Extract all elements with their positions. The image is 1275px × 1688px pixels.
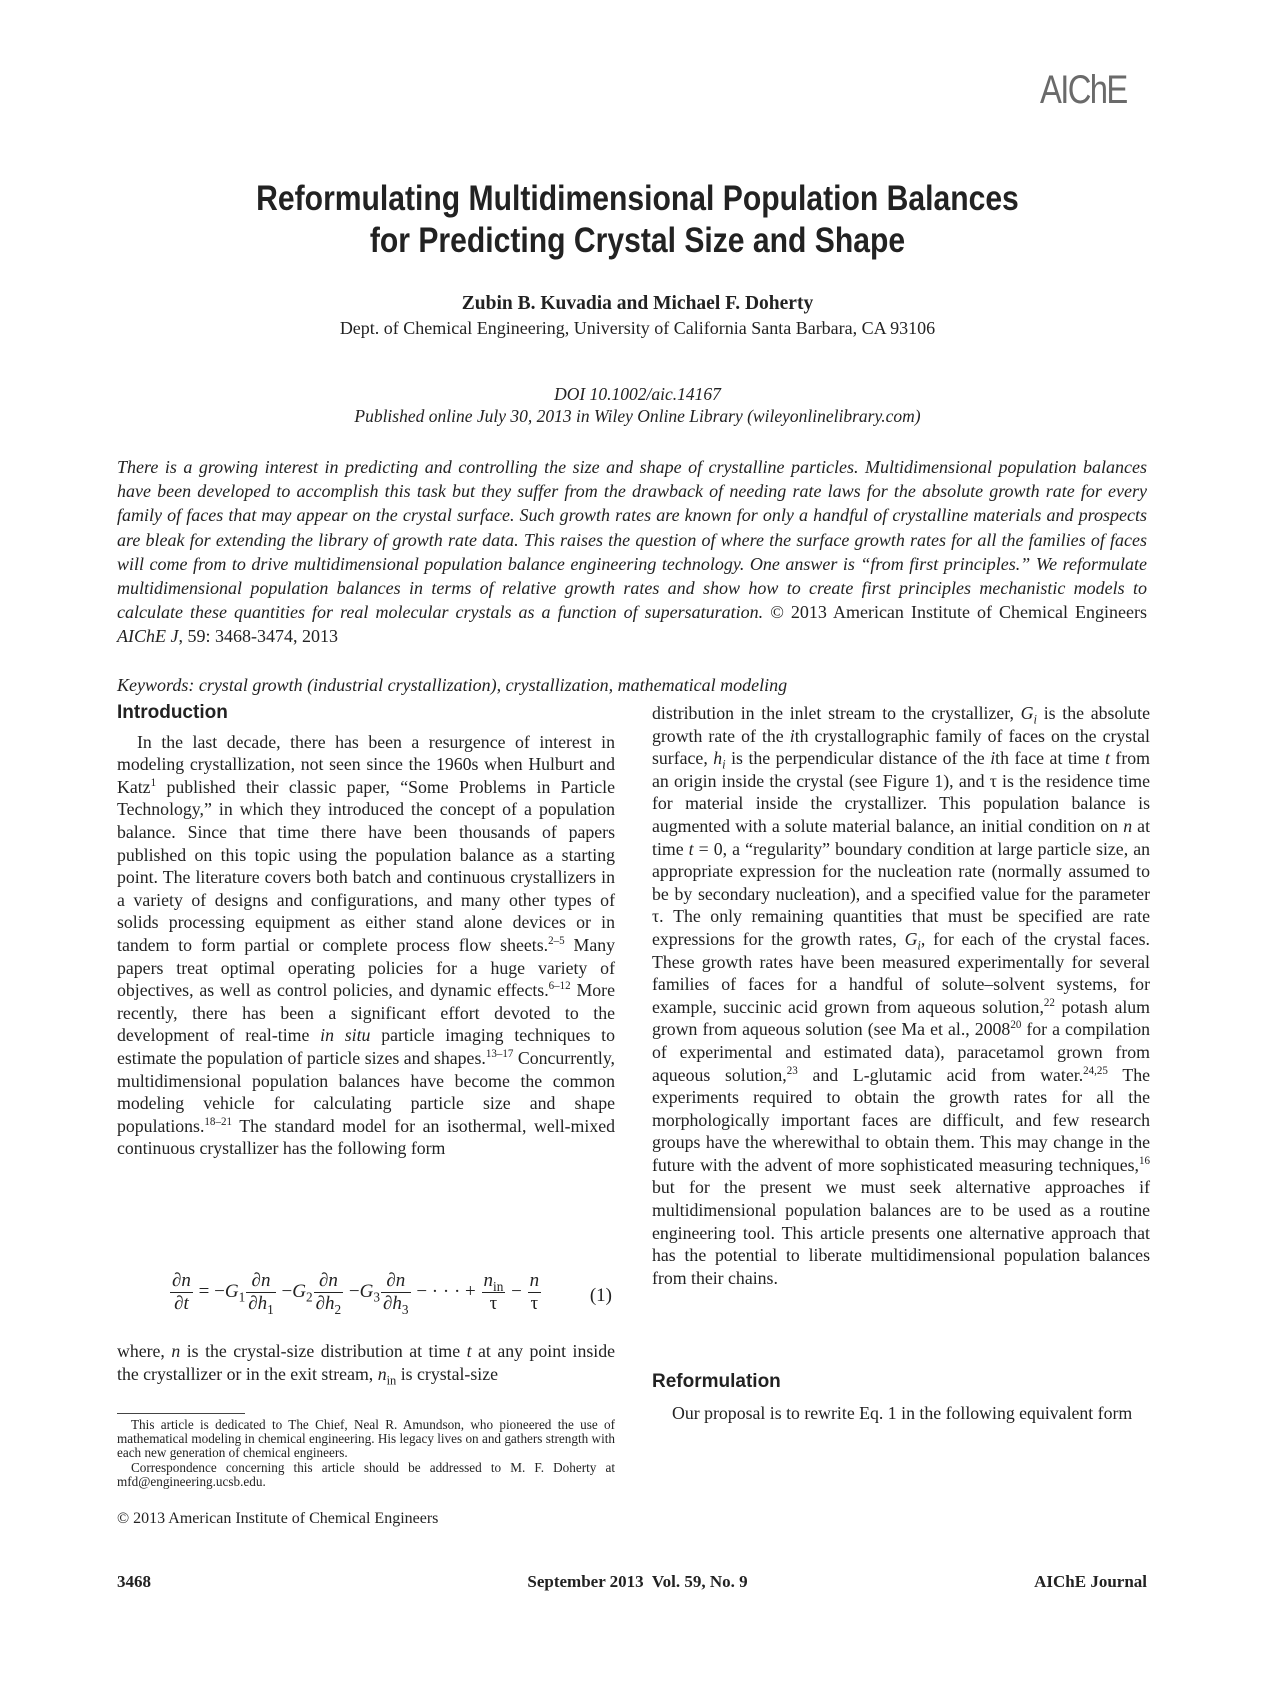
paper-title xyxy=(89,178,1186,262)
issue-info: September 2013 Vol. 59, No. 9 xyxy=(527,1572,748,1591)
citation[interactable]: 20 xyxy=(1010,1019,1022,1032)
citation[interactable]: 6–12 xyxy=(548,980,571,993)
copyright: © 2013 American Institute of Chemical Engineers xyxy=(117,1510,439,1527)
intro-after-equation: where, n is the crystal-size distribution at time t at any point inside the crystallizer or in the exit stream, $n_{in}$ is crystal-size xyxy=(117,1341,616,1388)
page-number: 3468 xyxy=(117,1572,151,1591)
equation-1 xyxy=(117,1268,615,1328)
reformulation-section xyxy=(652,1371,1150,1424)
dedication-note: This article is dedicated to The Chief, Neal R. Amundson, who pioneered the use of mathematical modeling in chemical engineering. His legacy lives on and gathers strength with each new generation of chemical engineers. xyxy=(117,1417,615,1461)
equation-number: (1) xyxy=(589,1285,612,1306)
footnote xyxy=(117,1418,615,1489)
citation[interactable]: 22 xyxy=(1043,996,1055,1009)
abstract-journal: AIChE J xyxy=(117,626,179,647)
abstract xyxy=(117,455,1147,649)
authors: Zubin B. Kuvadia and Michael F. Doherty xyxy=(461,293,814,314)
affiliation: Dept. of Chemical Engineering, University of California Santa Barbara, CA 93106 xyxy=(339,318,936,338)
abstract-citation: , 59: 3468-3474, 2013 xyxy=(178,626,338,647)
citation[interactable]: 23 xyxy=(786,1064,798,1077)
doi[interactable]: DOI 10.1002/aic.14167 xyxy=(554,384,721,404)
title-line-1: Reformulating Multidimensional Population Balances xyxy=(256,179,1019,218)
title-line-2: for Predicting Crystal Size and Shape xyxy=(369,221,906,260)
citation[interactable]: 18–21 xyxy=(204,1115,232,1128)
footnote-rule xyxy=(117,1413,245,1414)
publication-info: Published online July 30, 2013 in Wiley Online Library (wileyonlinelibrary.com) xyxy=(354,406,921,426)
reformulation-paragraph: Our proposal is to rewrite Eq. 1 in the following equivalent form xyxy=(672,1402,1133,1423)
abstract-text: There is a growing interest in predicting and controlling the size and shape of crystalline particles. Multidimensional population balances have been developed to accomplish this task but they suffer from the drawback of needing rate laws for the absolute growth rate for every family of faces that may appear on the crystal surface. Such growth rates are known for only a handful of crystalline materials and prospects are bleak for extending the library of growth rate data. This raises the question of where the surface growth rates for all the families of faces will come from to drive multidimensional population balance engineering technology. One answer is “from first principles.” We reformulate multidimensional population balances in terms of relative growth rates and show how to create first principles mechanistic models to calculate these quantities for real molecular crystals as a function of supersaturation. xyxy=(117,457,1147,623)
keywords: Keywords: crystal growth (industrial crystallization), crystallization, mathematical modeling xyxy=(117,675,788,695)
journal-logo: AIChE xyxy=(1040,68,1127,112)
abstract-copyright: © 2013 American Institute of Chemical Engineers xyxy=(763,602,1147,623)
citation[interactable]: 2–5 xyxy=(548,935,565,948)
col2-paragraph-1: distribution in the inlet stream to the crystallizer, $G_i$ is the absolute growth rate of the ith crystallographic family of faces on the crystal surface, $h_i$ is the perpendicular distance of the ith face at time t from an origin inside the crystal (see Figure 1), and τ is the residence time for material inside the crystallizer. This population balance is augmented with a solute material balance, an initial condition on n at time t = 0, a “regularity” boundary condition at large particle size, an appropriate expression for the nucleation rate (normally assumed to be by secondary nucleation), and a specified value for the parameter τ. The only remaining quantities that must be specified are rate expressions for the growth rates, $G_i$, for each of the crystal faces. These growth rates have been measured experimentally for several families of faces for a handful of solute–solvent systems, for example, succinic acid grown from aqueous solution,$^{22}$ potash alum grown from aqueous solution (see Ma et al., 2008$^{20}$ for a compilation of experimental and estimated data), paracetamol grown from aqueous solution,$^{23}$ and L-glutamic acid from water.$^{24,25}$ The experiments required to obtain the growth rates for all the morphologically important faces are difficult, and few research groups have the wherewithal to obtain them. This may change in the future with the advent of more sophisticated measuring techniques,$^{16}$ but for the present we must seek alternative approaches if multidimensional population balances are to be used as a routine engineering tool. This article presents one alternative approach that has the potential to liberate multidimensional population balances from their chains. xyxy=(652,703,1151,1288)
intro-heading: Introduction xyxy=(117,702,228,723)
citation[interactable]: 16 xyxy=(1138,1154,1150,1167)
citation[interactable]: 1 xyxy=(150,776,157,789)
citation[interactable]: 24,25 xyxy=(1083,1064,1108,1077)
intro-section xyxy=(117,702,615,1160)
right-column xyxy=(652,702,1150,1289)
intro-paragraph-1: In the last decade, there has been a resurgence of interest in modeling crystallization, not seen since the 1960s when Hulburt and Katz$^1$ published their classic paper, “Some Problems in Particle Technology,” in which they introduced the concept of a population balance. Since that time there have been thousands of papers published on this topic using the population balance as a starting point. The literature covers both batch and continuous crystallizers in a variety of designs and configurations, and many other types of solids processing equipment as either stand alone devices or in tandem to form partial or complete process flow sheets.$^{2-5}$ Many papers treat optimal operating policies for a huge variety of objectives, as well as control policies, and dynamic effects.$^{6-12}$ More recently, there has been a significant effort devoted to the development of real-time in situ particle imaging techniques to estimate the population of particle sizes and shapes.$^{13-17}$ Concurrently, multidimensional population balances have become the common modeling vehicle for calculating particle size and shape populations.$^{18-21}$ The standard model for an isothermal, well-mixed continuous crystallizer has the following form xyxy=(117,731,616,1159)
journal-name: AIChE Journal xyxy=(1034,1572,1147,1591)
correspondence-note: Correspondence concerning this article should be addressed to M. F. Doherty at mfd@engineering.ucsb.edu. xyxy=(117,1459,615,1489)
citation[interactable]: 13–17 xyxy=(485,1047,514,1060)
reformulation-heading: Reformulation xyxy=(652,1371,781,1392)
equation-body: $\frac{\partial n}{\partial t}$ = $-G_1$ $\frac{\partial n}{\partial h_1}$ $-G_2$ $\frac{\partial n}{\partial h_2}$ $-G_3$ $\frac{\partial n}{\partial h_3}$ − · · · + $\frac{n_{in}}{\tau}$ − $\frac{n}{\tau}$ xyxy=(172,1270,540,1317)
